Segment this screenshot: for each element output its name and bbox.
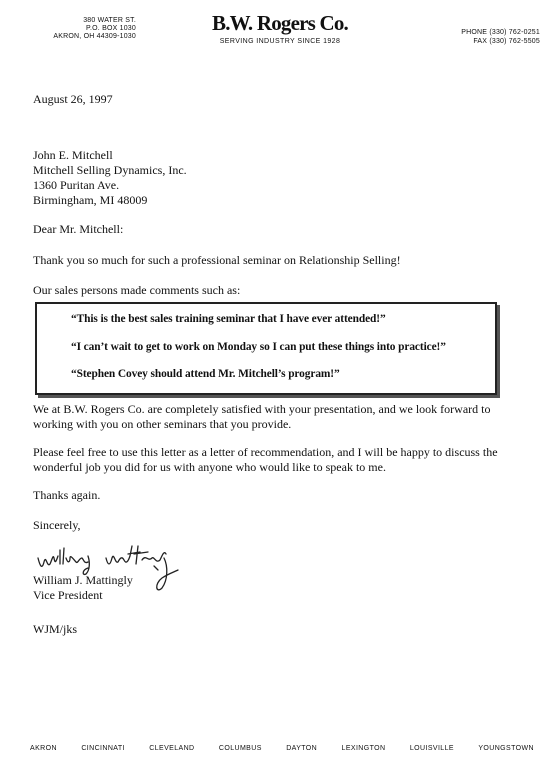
thanks-line: Thanks again. [33, 488, 101, 502]
city-label: COLUMBUS [218, 745, 262, 752]
letter-date: August 26, 1997 [33, 92, 113, 106]
city-label: CINCINNATI [81, 745, 125, 752]
signer-title: Vice President [33, 588, 103, 602]
city-label: CLEVELAND [149, 745, 195, 752]
address-line: AKRON, OH 44309-1030 [53, 33, 136, 40]
signer-name: William J. Mattingly [33, 573, 133, 587]
quote: “Stephen Covey should attend Mr. Mitchell’s program!” [71, 368, 340, 380]
quote: “This is the best sales training seminar that I have ever attended!” [71, 313, 386, 325]
recipient-address [33, 148, 187, 208]
company-tagline: SERVING INDUSTRY SINCE 1928 [219, 38, 341, 45]
city-label: LEXINGTON [341, 745, 386, 752]
fax-number: FAX (330) 762-5505 [473, 38, 540, 45]
city-label: DAYTON [286, 745, 318, 752]
recipient-line: Birmingham, MI 48009 [33, 193, 148, 207]
city-label: LOUISVILLE [409, 745, 454, 752]
typist-initials: WJM/jks [33, 622, 78, 636]
paragraph: Our sales persons made comments such as: [33, 283, 241, 297]
company-contact [420, 28, 540, 46]
recipient-line: 1360 Puritan Ave. [33, 178, 120, 192]
closing: Sincerely, [33, 518, 81, 532]
recipient-line: Mitchell Selling Dynamics, Inc. [33, 163, 187, 177]
quote: “I can’t wait to get to work on Monday so I can put these things into practice!” [71, 341, 446, 353]
salutation: Dear Mr. Mitchell: [33, 222, 124, 236]
address-line: 380 WATER ST. [83, 17, 136, 24]
signer-block [33, 573, 133, 603]
paragraph: Please feel free to use this letter as a letter of recommendation, and I will be happy to discuss the wonderful job you did for us with anyone who would like to speak to me. [33, 445, 498, 474]
city-label: YOUNGSTOWN [478, 745, 534, 752]
company-logo [200, 12, 360, 45]
footer-cities [30, 745, 534, 752]
phone-number: PHONE (330) 762-0251 [461, 29, 540, 36]
paragraph: We at B.W. Rogers Co. are completely satisfied with your presentation, and we look forward to working with you on other seminars that you provide. [33, 402, 491, 431]
company-name: B.W. Rogers Co. [212, 11, 348, 35]
quotes-box [35, 302, 497, 395]
recipient-line: John E. Mitchell [33, 148, 113, 162]
address-line: P.O. BOX 1030 [86, 25, 136, 32]
city-label: AKRON [30, 745, 57, 752]
company-address [26, 17, 136, 41]
paragraph: Thank you so much for such a professional seminar on Relationship Selling! [33, 253, 401, 267]
